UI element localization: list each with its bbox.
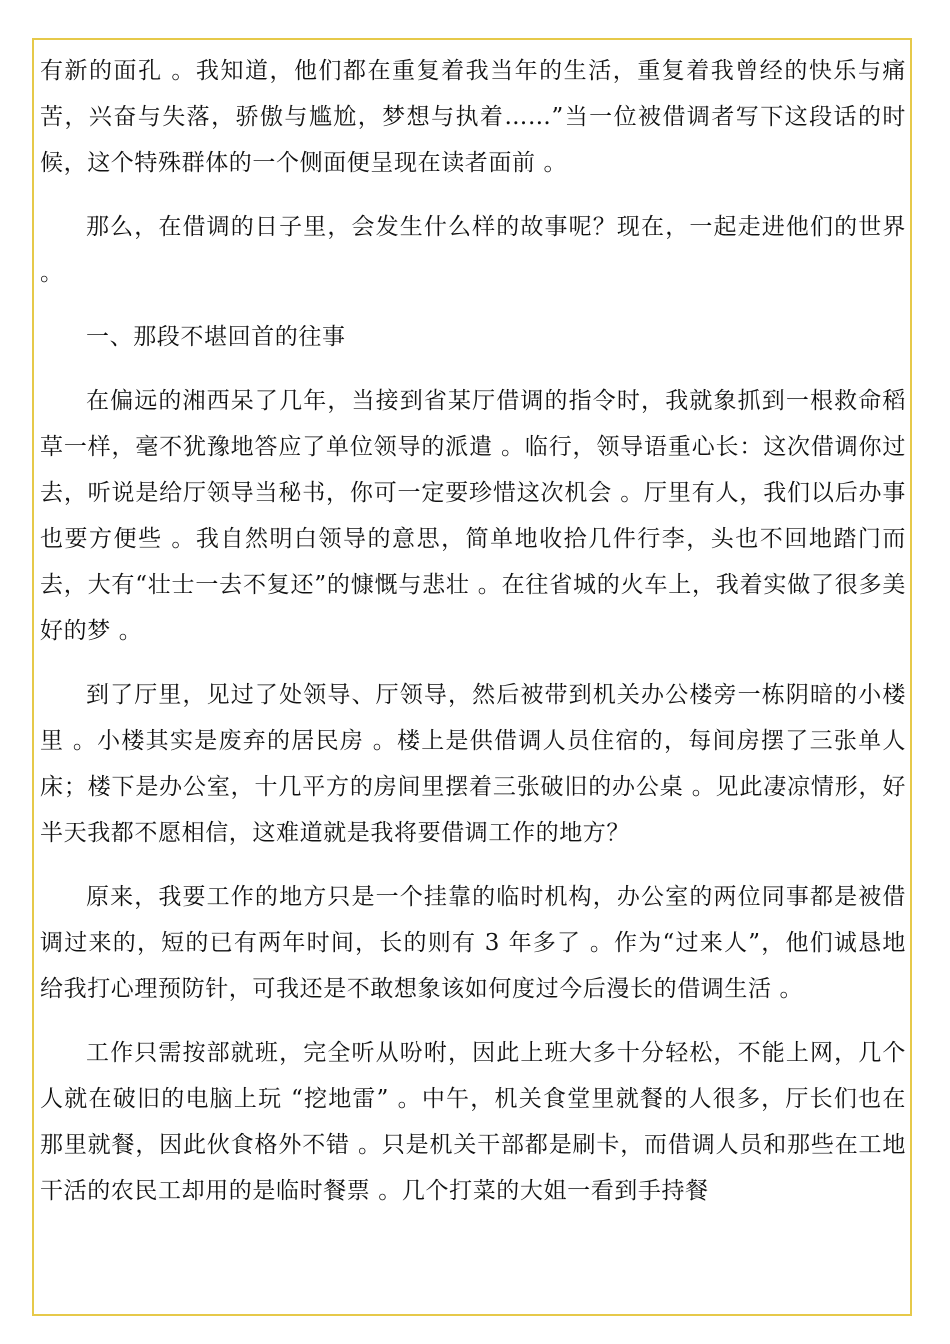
paragraph-intro-question: 那么，在借调的日子里，会发生什么样的故事呢？现在，一起走进他们的世界 。 xyxy=(40,214,906,286)
section-heading: 一、那段不堪回首的往事 xyxy=(86,324,346,350)
paragraph-continuation: 有新的面孔 。我知道，他们都在重复着我当年的生活，重复着我曾经的快乐与痛苦，兴奋与失落，骄傲与尴尬，梦想与执着……”当一位被借调者写下这段话的时候，这个特殊群体的一个侧面便呈现在读者面前 。 xyxy=(40,58,906,176)
paragraph-temporary-agency: 原来，我要工作的地方只是一个挂靠的临时机构，办公室的两位同事都是被借调过来的，短的已有两年时间，长的则有 3 年多了 。作为“过来人”，他们诚恳地给我打心理预防针，可我还是不敢想象该如何度过今后漫长的借调生活 。 xyxy=(40,884,906,1002)
document-body xyxy=(40,48,906,1232)
paragraph-daily-work: 工作只需按部就班，完全听从吩咐，因此上班大多十分轻松，不能上网，几个人就在破旧的电脑上玩 “挖地雷” 。中午，机关食堂里就餐的人很多，厅长们也在那里就餐，因此伙食格外不错 。只是机关干部都是刷卡，而借调人员和那些在工地干活的农民工却用的是临时餐票 。几个打菜的大姐一看到手持餐 xyxy=(40,1040,906,1204)
paragraph-xiangxi: 在偏远的湘西呆了几年，当接到省某厅借调的指令时，我就象抓到一根救命稻草一样，毫不犹豫地答应了单位领导的派遣 。临行，领导语重心长：这次借调你过去，听说是给厅领导当秘书，你可一定要珍惜这次机会 。厅里有人，我们以后办事也要方便些 。我自然明白领导的意思，简单地收拾几件行李，头也不回地踏门而去，大有“壮士一去不复还”的慷慨与悲壮 。在往省城的火车上，我着实做了很多美好的梦 。 xyxy=(40,388,906,644)
paragraph-small-building: 到了厅里，见过了处领导、厅领导，然后被带到机关办公楼旁一栋阴暗的小楼里 。小楼其实是废弃的居民房 。楼上是供借调人员住宿的，每间房摆了三张单人床；楼下是办公室，十几平方的房间里摆着三张破旧的办公桌 。见此凄凉情形，好半天我都不愿相信，这难道就是我将要借调工作的地方？ xyxy=(40,682,906,846)
